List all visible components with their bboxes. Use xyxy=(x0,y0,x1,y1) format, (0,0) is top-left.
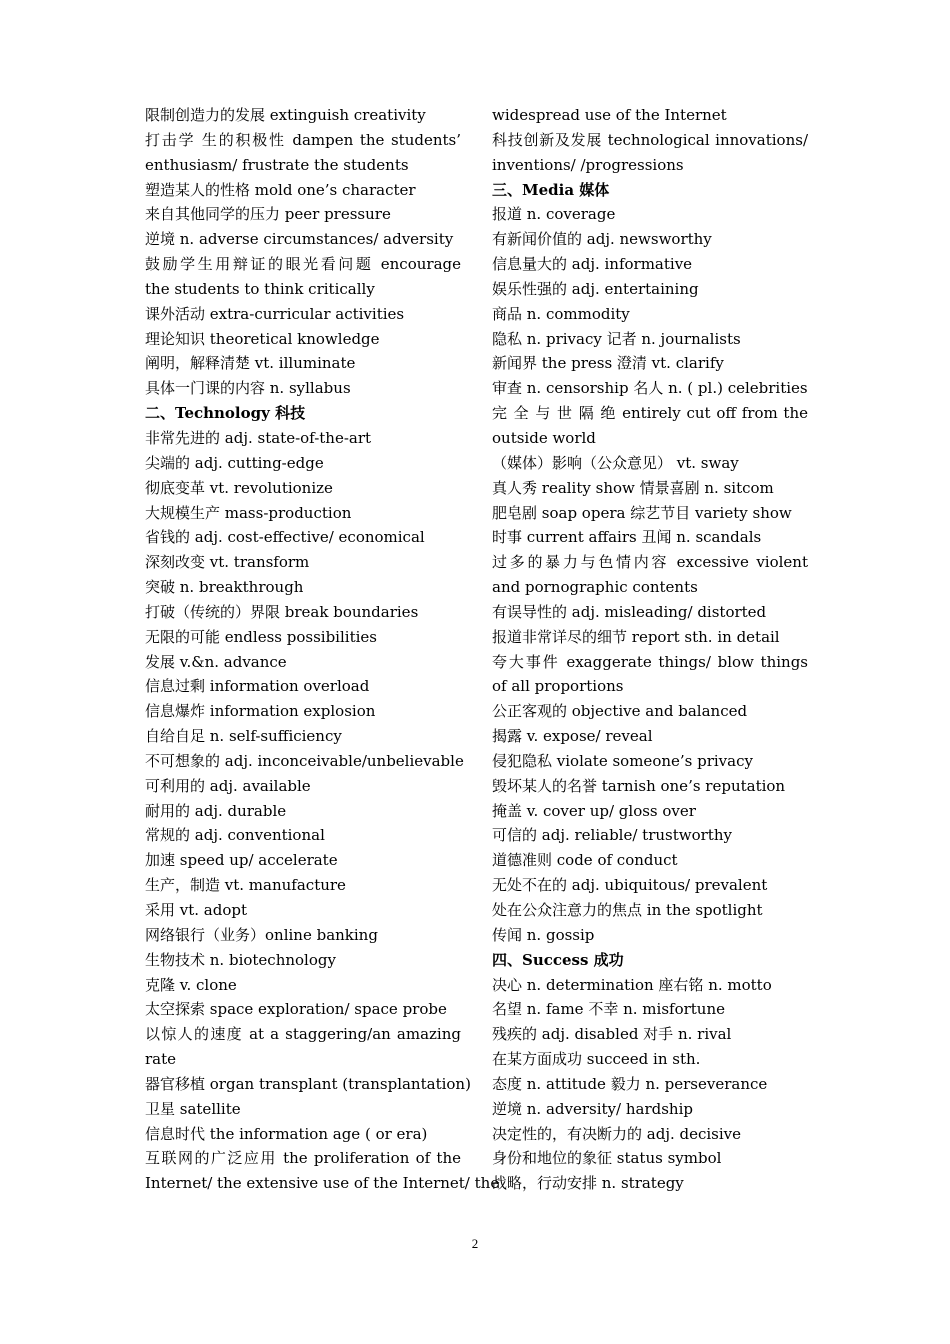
vocab-line: 态度 n. attitude 毅力 n. perseverance xyxy=(492,1074,768,1093)
vocab-line: 可利用的 adj. available xyxy=(145,776,311,795)
vocab-line: 信息时代 the information age ( or era) xyxy=(145,1124,428,1143)
vocab-line: 卫星 satellite xyxy=(145,1099,241,1118)
vocab-line: 隐私 n. privacy 记者 n. journalists xyxy=(492,329,741,348)
vocab-line: 逆境 n. adversity/ hardship xyxy=(492,1099,693,1118)
vocab-line: 传闻 n. gossip xyxy=(492,925,595,944)
vocab-line: （媒体）影响（公众意见） vt. sway xyxy=(492,453,739,472)
vocab-line: 来自其他同学的压力 peer pressure xyxy=(145,205,391,224)
vocab-line: 娱乐性强的 adj. entertaining xyxy=(492,279,699,298)
section-heading: 四、Success 成功 xyxy=(492,950,624,969)
vocab-line: 限制创造力的发展 extinguish creativity xyxy=(145,106,426,124)
vocab-line: Internet/ the extensive use of the Internet/ the xyxy=(145,1174,500,1193)
vocab-line: 耐用的 adj. durable xyxy=(145,801,287,820)
vocab-line: 肥皂剧 soap opera 综艺节目 variety show xyxy=(492,503,792,522)
vocab-line: 无处不在的 adj. ubiquitous/ prevalent xyxy=(492,876,768,895)
section-heading: 三、Media 媒体 xyxy=(492,180,610,199)
vocab-line: 科技创新及发展 technological innovations/ xyxy=(492,130,808,149)
vocab-line: 以惊人的速度 at a staggering/an amazing xyxy=(145,1025,461,1044)
vocab-line: and pornographic contents xyxy=(492,578,698,597)
vocab-line: 可信的 adj. reliable/ trustworthy xyxy=(492,826,732,845)
vocab-line: 常规的 adj. conventional xyxy=(145,826,325,845)
vocab-line: 自给自足 n. self-sufficiency xyxy=(145,727,342,746)
vocab-line: 太空探索 space exploration/ space probe xyxy=(145,1000,447,1019)
right-column xyxy=(492,103,808,1196)
vocab-line: 省钱的 adj. cost-effective/ economical xyxy=(145,528,425,547)
vocab-line: 突破 n. breakthrough xyxy=(145,578,304,597)
vocab-line: 打击学 生的积极性 dampen the students’ xyxy=(145,130,461,149)
vocab-line: 器官移植 organ transplant (transplantation) xyxy=(145,1074,471,1093)
vocab-line: 完 全 与 世 隔 绝 entirely cut off from the xyxy=(492,404,808,423)
vocab-line: the students to think critically xyxy=(145,279,375,298)
vocab-line: 处在公众注意力的焦点 in the spotlight xyxy=(492,901,763,919)
vocab-line: 克隆 v. clone xyxy=(145,975,237,994)
vocab-line: 信息过剩 information overload xyxy=(145,677,370,696)
vocab-line: 公正客观的 objective and balanced xyxy=(492,702,748,721)
vocab-line: 时事 current affairs 丑闻 n. scandals xyxy=(492,528,762,547)
vocab-line: 报道非常详尽的细节 report sth. in detail xyxy=(492,627,780,646)
page-number: 2 xyxy=(471,1236,479,1251)
vocab-line: 深刻改变 vt. transform xyxy=(145,553,310,572)
vocab-line: 有新闻价值的 adj. newsworthy xyxy=(492,230,712,249)
section-heading: 二、Technology 科技 xyxy=(145,404,306,423)
vocab-line: 过多的暴力与色情内容 excessive violent xyxy=(492,553,808,572)
vocab-line: 非常先进的 adj. state-of-the-art xyxy=(145,428,372,447)
vocab-line: 网络银行（业务）online banking xyxy=(145,925,378,944)
vocab-line: 尖端的 adj. cutting-edge xyxy=(145,453,324,472)
vocab-line: 新闻界 the press 澄清 vt. clarify xyxy=(492,354,724,373)
vocab-line: 身份和地位的象征 status symbol xyxy=(492,1149,722,1168)
vocab-line: 侵犯隐私 violate someone’s privacy xyxy=(492,751,753,770)
vocab-line: 鼓励学生用辩证的眼光看问题 encourage xyxy=(145,255,461,274)
vocab-line: 毁坏某人的名誉 tarnish one’s reputation xyxy=(492,776,786,795)
vocab-line: 加速 speed up/ accelerate xyxy=(145,851,338,870)
vocab-line: 生物技术 n. biotechnology xyxy=(145,950,336,969)
vocab-line: 发展 v.&n. advance xyxy=(145,652,287,671)
vocab-line: 有误导性的 adj. misleading/ distorted xyxy=(492,602,767,621)
vocab-line: 塑造某人的性格 mold one’s character xyxy=(145,180,416,199)
vocab-line: 大规模生产 mass-production xyxy=(145,503,352,522)
vocab-line: 审查 n. censorship 名人 n. ( pl.) celebrities xyxy=(492,379,808,398)
vocab-line: 决定性的，有决断力的 adj. decisive xyxy=(492,1124,742,1143)
vocab-line: outside world xyxy=(492,428,596,447)
vocab-line: 真人秀 reality show 情景喜剧 n. sitcom xyxy=(492,478,774,497)
vocab-line: 生产，制造 vt. manufacture xyxy=(145,876,346,895)
vocab-line: 打破（传统的）界限 break boundaries xyxy=(145,602,419,621)
vocab-line: 商品 n. commodity xyxy=(492,304,630,323)
vocab-line: 战略，行动安排 n. strategy xyxy=(492,1174,684,1193)
vocab-line: 采用 vt. adopt xyxy=(145,901,248,919)
vocab-line: 报道 n. coverage xyxy=(492,205,616,224)
vocab-line: widespread use of the Internet xyxy=(492,106,727,124)
vocab-line: 夸大事件 exaggerate things/ blow things xyxy=(492,652,808,671)
vocab-line: 彻底变革 vt. revolutionize xyxy=(145,478,333,497)
vocab-line: 无限的可能 endless possibilities xyxy=(145,627,377,646)
vocab-line: 逆境 n. adverse circumstances/ adversity xyxy=(145,230,454,249)
vocab-line: 具体一门课的内容 n. syllabus xyxy=(145,379,351,398)
vocab-line: 互联网的广泛应用 the proliferation of the xyxy=(145,1149,461,1168)
vocab-line: 决心 n. determination 座右铭 n. motto xyxy=(492,975,772,994)
left-column xyxy=(145,103,500,1196)
vocab-line: inventions/ /progressions xyxy=(492,155,684,174)
vocab-line: 课外活动 extra-curricular activities xyxy=(145,304,405,323)
vocab-line: 残疾的 adj. disabled 对手 n. rival xyxy=(492,1025,732,1044)
vocab-line: 信息爆炸 information explosion xyxy=(145,702,376,721)
vocab-line: 揭露 v. expose/ reveal xyxy=(492,727,653,746)
vocab-line: 不可想象的 adj. inconceivable/unbelievable xyxy=(145,751,464,770)
vocab-line: 在某方面成功 succeed in sth. xyxy=(492,1050,701,1069)
vocab-line: enthusiasm/ frustrate the students xyxy=(145,155,409,174)
vocab-line: 理论知识 theoretical knowledge xyxy=(145,329,380,348)
vocab-line: rate xyxy=(145,1050,177,1069)
vocab-line: of all proportions xyxy=(492,677,624,696)
vocab-line: 掩盖 v. cover up/ gloss over xyxy=(492,801,696,820)
vocab-line: 阐明，解释清楚 vt. illuminate xyxy=(145,354,356,373)
vocab-line: 名望 n. fame 不幸 n. misfortune xyxy=(492,1000,725,1019)
vocab-line: 道德准则 code of conduct xyxy=(492,851,678,870)
vocab-line: 信息量大的 adj. informative xyxy=(492,255,693,274)
